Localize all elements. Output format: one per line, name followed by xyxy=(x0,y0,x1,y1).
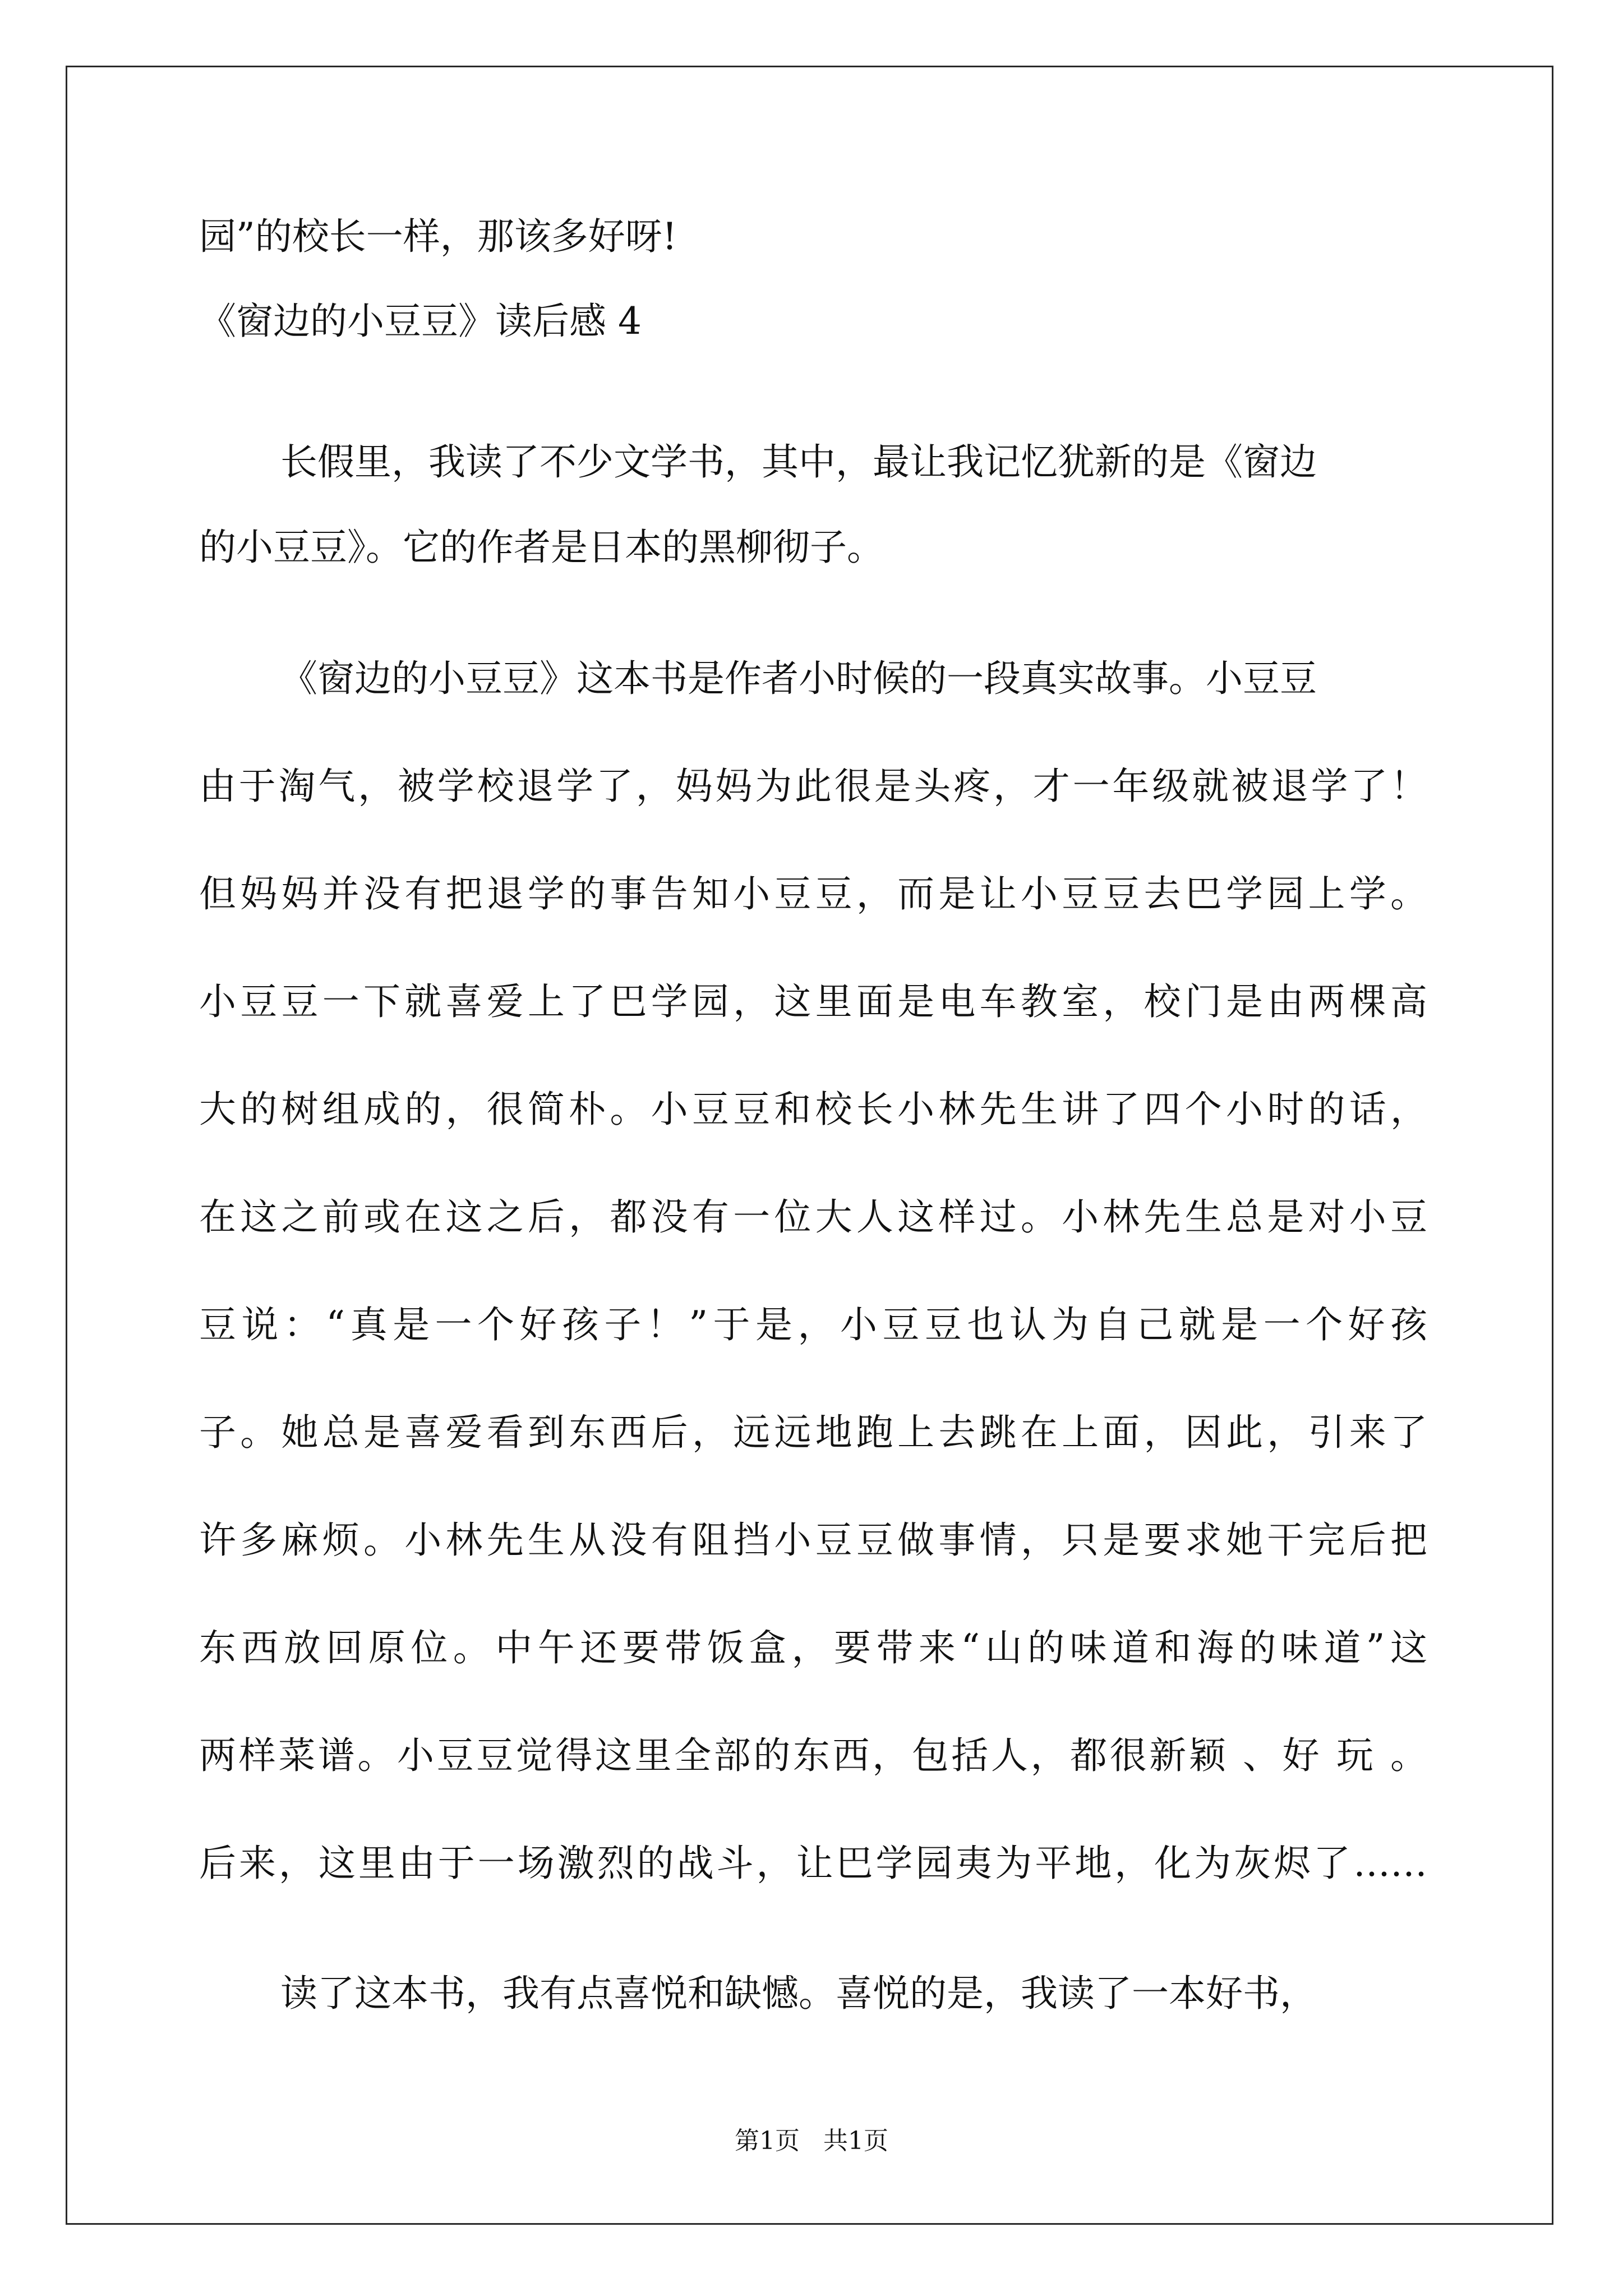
text-line: 园”的校长一样，那该多好呀! xyxy=(199,215,677,258)
text-line: 的小豆豆》。它的作者是日本的黑柳彻子。 xyxy=(199,526,884,569)
text-line: 豆说：“真是一个好孩子！”于是，小豆豆也认为自己就是一个好孩 xyxy=(199,1303,1427,1346)
text-line: 大的树组成的，很简朴。小豆豆和校长小林先生讲了四个小时的话， xyxy=(199,1088,1427,1131)
text-line: 《窗边的小豆豆》这本书是作者小时候的一段真实故事。小豆豆 xyxy=(280,657,1317,700)
text-line: 读了这本书，我有点喜悦和缺憾。喜悦的是，我读了一本好书， xyxy=(280,1972,1317,2015)
text-line: 在这之前或在这之后，都没有一位大人这样过。小林先生总是对小豆 xyxy=(199,1195,1427,1239)
text-line: 小豆豆一下就喜爱上了巴学园，这里面是电车教室，校门是由两棵高 xyxy=(199,980,1427,1023)
text-line: 子。她总是喜爱看到东西后，远远地跑上去跳在上面，因此，引来了 xyxy=(199,1411,1427,1454)
page-border xyxy=(66,66,1553,2225)
text-line: 长假里，我读了不少文学书，其中，最让我记忆犹新的是《窗边 xyxy=(280,440,1317,484)
essay-title: 《窗边的小豆豆》读后感 4 xyxy=(199,300,642,343)
text-line: 许多麻烦。小林先生从没有阻挡小豆豆做事情，只是要求她干完后把 xyxy=(199,1519,1427,1562)
text-line: 两样菜谱。小豆豆觉得这里全部的东西，包括人，都很新颖 、好 玩 。 xyxy=(199,1734,1427,1777)
text-line: 但妈妈并没有把退学的事告知小豆豆，而是让小豆豆去巴学园上学。 xyxy=(199,872,1427,915)
text-line: 由于淘气，被学校退学了，妈妈为此很是头疼，才一年级就被退学了！ xyxy=(199,765,1427,808)
text-line: 后来，这里由于一场激烈的战斗，让巴学园夷为平地，化为灰烬了…… xyxy=(199,1842,1427,1885)
text-line: 东西放回原位。中午还要带饭盒，要带来“山的味道和海的味道”这 xyxy=(199,1626,1427,1669)
page-footer: 第1页 共1页 xyxy=(735,2127,888,2155)
